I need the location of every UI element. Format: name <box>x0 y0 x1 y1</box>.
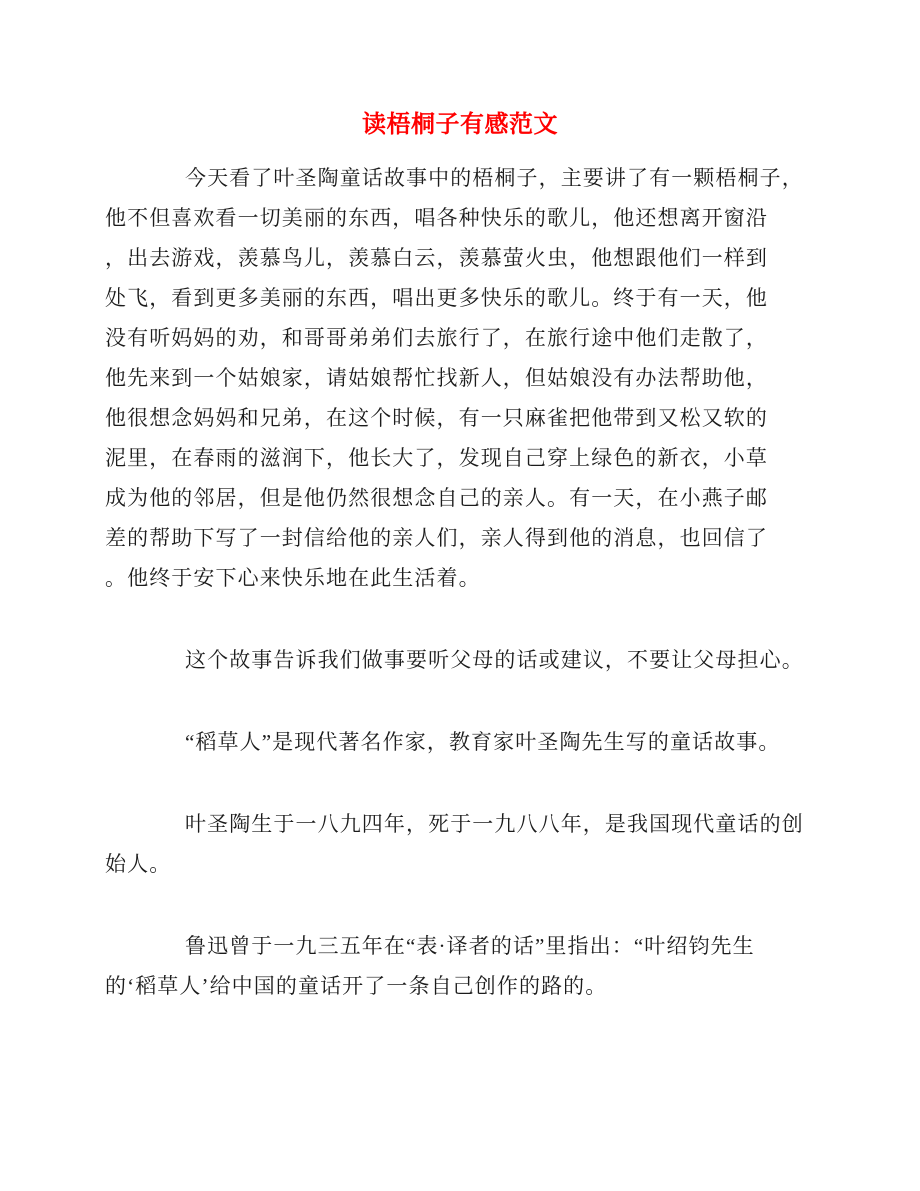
document-title: 读梧桐子有感范文 <box>362 112 558 138</box>
text-line: 他很想念妈妈和兄弟，在这个时候，有一只麻雀把他带到又松又软的 <box>105 406 768 430</box>
text-line: “稻草人”是现代著名作家，教育家叶圣陶先生写的童话故事。 <box>185 730 781 754</box>
text-line: 没有听妈妈的劝，和哥哥弟弟们去旅行了，在旅行途中他们走散了， <box>105 326 768 350</box>
text-line: 这个故事告诉我们做事要听父母的话或建议，不要让父母担心。 <box>185 648 804 672</box>
text-line: 鲁迅曾于一九三五年在“表·译者的话”里指出：“叶绍钧先生 <box>185 934 755 958</box>
paragraph-author-bio <box>105 804 920 884</box>
paragraph-scarecrow-intro <box>105 722 920 762</box>
text-line: 差的帮助下写了一封信给他的亲人们，亲人得到他的消息，也回信了 <box>105 526 768 550</box>
text-line: 他先来到一个姑娘家，请姑娘帮忙找新人，但姑娘没有办法帮助他， <box>105 366 768 390</box>
text-line: 处飞，看到更多美丽的东西，唱出更多快乐的歌儿。终于有一天，他 <box>105 286 768 310</box>
text-line: 。他终于安下心来快乐地在此生活着。 <box>105 566 481 590</box>
text-line: 叶圣陶生于一八九四年，死于一九八八年，是我国现代童话的创 <box>185 812 804 836</box>
text-line: 的‘稻草人’给中国的童话开了一条自己创作的路的。 <box>105 974 608 998</box>
text-line: 泥里，在春雨的滋润下，他长大了，发现自己穿上绿色的新衣，小草 <box>105 446 768 470</box>
document-body <box>105 158 920 1006</box>
text-line: 他不但喜欢看一切美丽的东西，唱各种快乐的歌儿，他还想离开窗沿 <box>105 206 768 230</box>
paragraph-story-summary <box>105 158 920 598</box>
paragraph-luxun-quote <box>105 926 920 1006</box>
text-line: 始人。 <box>105 852 172 876</box>
text-line: ，出去游戏，羡慕鸟儿，羡慕白云，羡慕萤火虫，他想跟他们一样到 <box>105 246 768 270</box>
paragraph-moral <box>105 640 920 680</box>
text-line: 今天看了叶圣陶童话故事中的梧桐子，主要讲了有一颗梧桐子， <box>185 166 804 190</box>
text-line: 成为他的邻居，但是他仍然很想念自己的亲人。有一天，在小燕子邮 <box>105 486 768 510</box>
